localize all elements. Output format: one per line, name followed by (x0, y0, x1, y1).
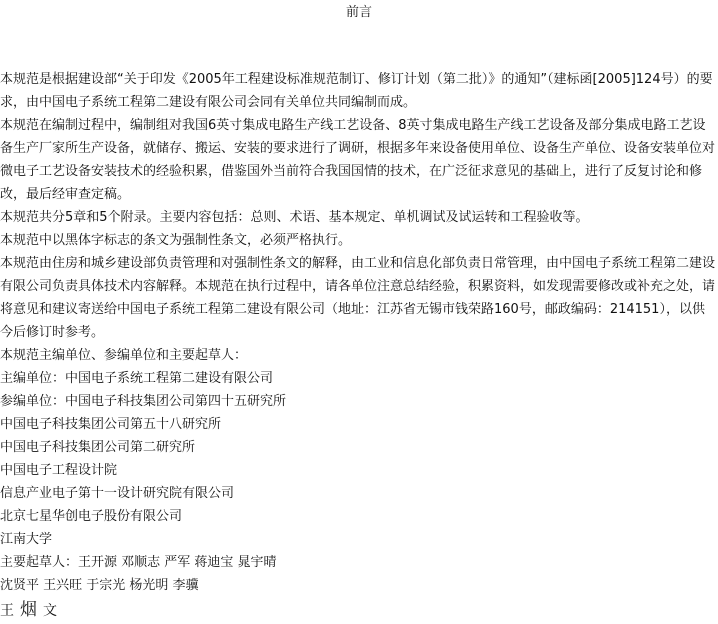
page-title: 前言 (345, 5, 372, 20)
participating-unit: 中国电子科技集团公司第五十八研究所 (0, 417, 222, 432)
drafter-name-part: 烟 (20, 600, 43, 620)
main-drafters-last (0, 597, 716, 624)
chief-unit: 主编单位：中国电子系统工程第二建设有限公司 (0, 371, 274, 386)
participating-unit: 江南大学 (0, 532, 53, 547)
participating-unit: 北京七星华创电子股份有限公司 (0, 509, 183, 524)
paragraph-mandatory: 本规范中以黑体字标志的条文为强制性条文，必须严格执行。 (0, 233, 352, 248)
paragraph-units-intro: 本规范主编单位、参编单位和主要起草人： (0, 348, 248, 363)
participating-unit: 参编单位：中国电子科技集团公司第四十五研究所 (0, 394, 287, 409)
document-body (0, 68, 716, 624)
drafter-name-part: 王 (0, 603, 20, 619)
paragraph-basis: 本规范是根据建设部“关于印发《2005年工程建设标准规范制订、修订计划（第二批）》的通知”（建标函[2005]124号）的要求，由中国电子系统工程第二建设有限公司会同有关单位共同编制而成。 (0, 72, 713, 110)
participating-unit: 信息产业电子第十一设计研究院有限公司 (0, 486, 235, 501)
paragraph-contents: 本规范共分5章和5个附录。主要内容包括：总则、术语、基本规定、单机调试及试运转和工程验收等。 (0, 210, 589, 225)
paragraph-management: 本规范由住房和城乡建设部负责管理和对强制性条文的解释，由工业和信息化部负责日常管理，由中国电子系统工程第二建设有限公司负责具体技术内容解释。本规范在执行过程中，请各单位注意总结经验，积累资料，如发现需要修改或补充之处，请将意见和建议寄送给中国电子系统工程第二建设有限公司（地址：江苏省无锡市钱荣路160号，邮政编码：214151），以供今后修订时参考。 (0, 256, 716, 340)
main-drafters: 沈贤平 王兴旺 于宗光 杨光明 李骥 (0, 578, 199, 593)
participating-unit: 中国电子工程设计院 (0, 463, 118, 478)
paragraph-process: 本规范在编制过程中，编制组对我国6英寸集成电路生产线工艺设备、8英寸集成电路生产线工艺设备及部分集成电路工艺设备生产厂家所生产设备，就储存、搬运、安装的要求进行了调研，根据多年来设备使用单位、设备生产单位、设备安装单位对微电子工艺设备安装技术的经验积累，借鉴国外当前符合我国国情的技术，在广泛征求意见的基础上，进行了反复讨论和修改，最后经审查定稿。 (0, 118, 716, 202)
main-drafters: 主要起草人：王开源 邓顺志 严军 蒋迪宝 晁宇晴 (0, 555, 277, 570)
drafter-name-part: 文 (43, 603, 57, 619)
participating-unit: 中国电子科技集团公司第二研究所 (0, 440, 196, 455)
